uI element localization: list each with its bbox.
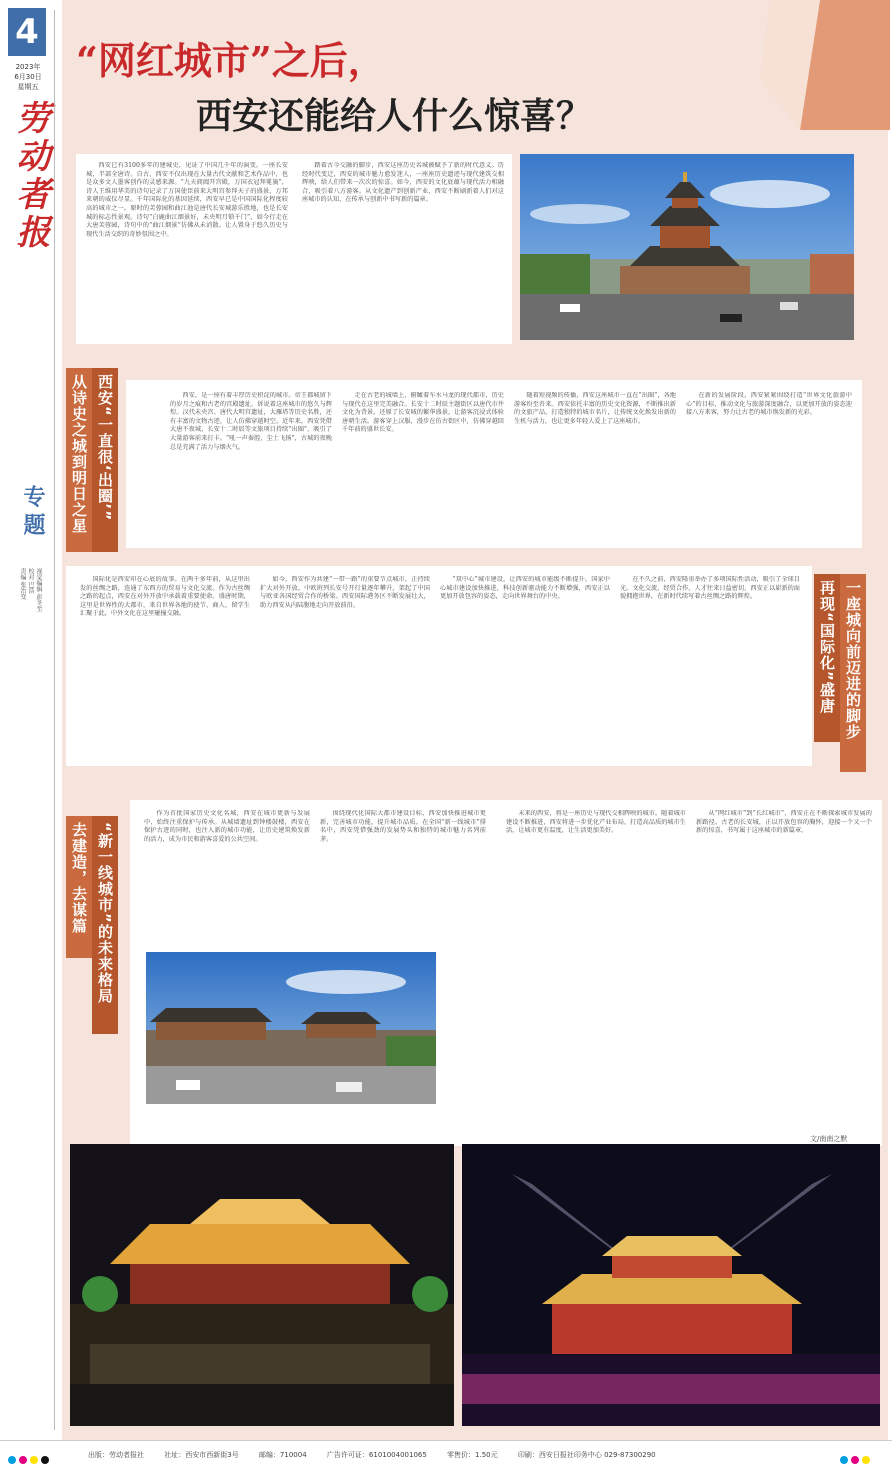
intro-col1-text: 西安已有3100多年的建城史，见证了中国几千年的演变。一座长安城，半部全唐诗。自古，西安不仅出现在大量古代文献和艺术作品中，也是众多文人墨客创作的灵感来源。“九天阊阖开宫殿，万国衣冠拜冕旒”，诗人王维用华美的诗句记录了万国使臣前来大明宫参拜天子的盛景，万邦来朝的威仪尽显。千年国际化的基因延续，西安早已是中国国际化程度较高的城市之一。原时的芙蓉园和曲江池是唐代长安城游乐胜地，也是长安城的标志性景观。诗句“白鹿曲江烟景好，未央明月锁千门”，如今行走在大唐芙蓉园，诗句中的“曲江烟景”仿佛从未消散。让人置身于悠久历史与现代生活交织的奇妙氛围之中。 xyxy=(86,162,288,238)
credit-proofreader: 校对 巴浩 xyxy=(27,568,34,594)
masthead xyxy=(0,0,60,1440)
section1-box xyxy=(126,380,862,548)
section3-subtitle: 去建造，去谋篇 xyxy=(66,816,92,958)
section1-subtitle: 从诗史之城到明日之星 xyxy=(66,368,92,552)
section1-col4 xyxy=(686,392,852,542)
footer-address: 社址：西安市西新街3号 xyxy=(164,1451,239,1459)
footer-postcode: 邮编：710004 xyxy=(258,1451,307,1459)
section3-col4 xyxy=(696,810,872,1120)
section2-col1-text: 国际化是西安印在心底的故事。在两千多年前，从这里出发的丝绸之路，连通了东西方的贸易与文化交流。作为古丝绸之路的起点，西安在对外开放中承载着重要使命。盛唐时期，这里是世界性的大都市，来自世界各地的使节、商人、留学生汇聚于此，中外文化在这里碰撞交融。 xyxy=(80,576,250,618)
section2-col4-text: 在不久之前，西安隆重举办了多项国际性活动，吸引了全球目光。文化交流、经贸合作、人才往来日益密切，西安正以崭新的面貌拥抱世界，在新时代续写着古丝绸之路的辉煌。 xyxy=(620,576,800,601)
section2-col3-text: “双中心”城市建设，让西安的城市能级不断提升。国家中心城市建设加快推进，科技创新驱动能力不断增强，西安正以更加开放包容的姿态，走向世界舞台的中央。 xyxy=(440,576,610,601)
footer-info xyxy=(88,1450,674,1460)
section2-subtitle: 一座城向前迈进的脚步 xyxy=(840,574,866,772)
section3-col2-text: 围绕现代化国际大都市建设目标，西安加快推进城市更新，完善城市功能，提升城市品质。在全国“新一线城市”排名中，西安凭借强劲的发展势头和独特的城市魅力名列前茅。 xyxy=(320,810,486,843)
footer xyxy=(0,1440,892,1470)
section1-col4-text: 在新的发展阶段，西安紧紧围绕打造“世界文化旅游中心”的目标，推动文化与旅游深度融合，以更加开放的姿态迎接八方来客，努力让古老的城市焕发新的光彩。 xyxy=(686,392,852,417)
section1-col1-text: 西安，是一座有着丰厚历史积淀的城市。帝王都城留下的岁月之痕和古老的宫殿遗址，诉说着这座城市的悠久与辉煌。汉代未央宫、唐代大明宫遗址，大雁塔等历史名胜，还有丰富的文物古迹，让人仿佛穿越时空。近年来，西安凭借大唐不夜城、长安十二时辰等文旅项目持续“出圈”，吸引了大量游客前来打卡。“吼一声秦腔，尘土飞扬”，古城的夜晚总是充满了活力与烟火气。 xyxy=(170,392,332,451)
section-label: 专题 xyxy=(20,485,45,541)
night-palace-photo-right xyxy=(462,1144,880,1426)
footer-ad-license: 广告许可证：6101004001065 xyxy=(326,1451,427,1459)
masthead-divider xyxy=(54,10,55,1430)
headline xyxy=(66,30,766,142)
section2-title: 再现“国际化”盛唐 xyxy=(814,574,840,742)
section3-col2 xyxy=(320,810,486,946)
footer-publisher: 出版：劳动者报社 xyxy=(88,1451,144,1459)
section1-title: 西安“一直很‘出圈’” xyxy=(92,368,118,552)
credits xyxy=(18,568,42,658)
footer-price: 零售价：1.50元 xyxy=(447,1451,498,1459)
section1-col3 xyxy=(514,392,676,542)
section3-col1-text: 作为首批国家历史文化名城，西安在城市更新与发展中，始终注重保护与传承。从城墙遗址到钟楼鼓楼，西安在保护古迹的同时，也注入新的城市功能，让历史建筑焕发新的活力，成为市民和游客喜爱的公共空间。 xyxy=(144,810,310,843)
page-number: 4 xyxy=(8,8,46,56)
section3-col4-text: 从“网红城市”到“长红城市”，西安正在不断探索城市发展的新路径。古老的长安城，正以开放包容的胸怀，迎接一个又一个新的惊喜，书写属于这座城市的新篇章。 xyxy=(696,810,872,835)
intro-col1 xyxy=(86,162,288,338)
footer-printer: 印刷：西安日报社印务中心 029-87300290 xyxy=(517,1451,656,1459)
date-day: 6月30日 xyxy=(14,73,42,81)
credit-editor: 责编 张治变 xyxy=(19,568,26,600)
byline: 文/南南之默 xyxy=(810,1135,848,1143)
section3-col3-text: 未来的西安，将是一座历史与现代交相辉映的城市。随着城市建设不断推进，西安将进一步优化产业布局，打造高品质的城市生活，让城市更有温度，让生活更加美好。 xyxy=(506,810,686,835)
city-wall-photo xyxy=(146,952,436,1104)
paper-name-logo: 劳动者报 xyxy=(10,100,50,252)
section2-col1 xyxy=(80,576,250,760)
section2-box xyxy=(66,566,812,766)
intro-col2-text: 踏着古今交融的脚步，西安这座历史名城被赋予了新的时代意义。历经时代变迁，西安的城市魅力愈发迷人，一座座历史遗迹与现代建筑交相辉映，给人们带来一次次的惊喜。如今，西安的文化底蕴与现代活力相融合，吸引着八方游客。从文化遗产到创新产业，西安不断刷新着人们对这座城市的认知，在传承与创新中书写新的篇章。 xyxy=(302,162,504,204)
credit-visual-editor: 视觉编辑 彭冬至 xyxy=(35,568,42,612)
section2-col2 xyxy=(260,576,430,760)
section1-col2 xyxy=(342,392,504,542)
bell-tower-photo xyxy=(520,154,854,340)
intro-col2 xyxy=(302,162,504,338)
section1-col1 xyxy=(170,392,332,542)
headline-line1: “网红城市”之后， xyxy=(76,38,386,83)
headline-line2: 西安还能给人什么惊喜？ xyxy=(196,95,593,137)
date-block xyxy=(8,62,48,92)
section1-col2-text: 走在古老的城墙上，俯瞰着车水马龙的现代都市，历史与现代在这里完美融合。长安十二时辰主题街区以唐代市井文化为背景，还原了长安城的繁华盛景，让游客沉浸式体验唐朝生活。游客穿上汉服，漫步在仿古街区中，仿佛穿越回千年前的盛世长安。 xyxy=(342,392,504,434)
section3-title: “新一线城市”的未来格局 xyxy=(92,816,118,1034)
section2-col4 xyxy=(620,576,800,760)
night-palace-photo-left xyxy=(70,1144,454,1426)
weekday: 星期五 xyxy=(17,83,39,91)
section1-col3-text: 随着短视频的传播，西安这座城市一直在“出圈”，各地游客纷至沓来。西安依托丰富的历史文化资源，不断推出新的文旅产品，打造独特的城市名片，让传统文化焕发出新的生机与活力，也让更多年轻人爱上了这座城市。 xyxy=(514,392,676,425)
section2-col2-text: 如今，西安作为共建“一带一路”的重要节点城市，正持续扩大对外开放。中欧班列长安号开行量逐年攀升，架起了中国与欧亚各国经贸合作的桥梁。西安国际港务区不断发展壮大，助力西安从内陆腹地走向开放前沿。 xyxy=(260,576,430,609)
footer-color-dots xyxy=(8,1449,49,1468)
section2-col3 xyxy=(440,576,610,760)
intro-box xyxy=(76,154,512,344)
footer-color-dots-right xyxy=(840,1449,870,1468)
decorative-band-top xyxy=(760,0,890,140)
date-year: 2023年 xyxy=(15,63,41,71)
section3-col1 xyxy=(144,810,310,946)
section3-col3 xyxy=(506,810,686,1136)
